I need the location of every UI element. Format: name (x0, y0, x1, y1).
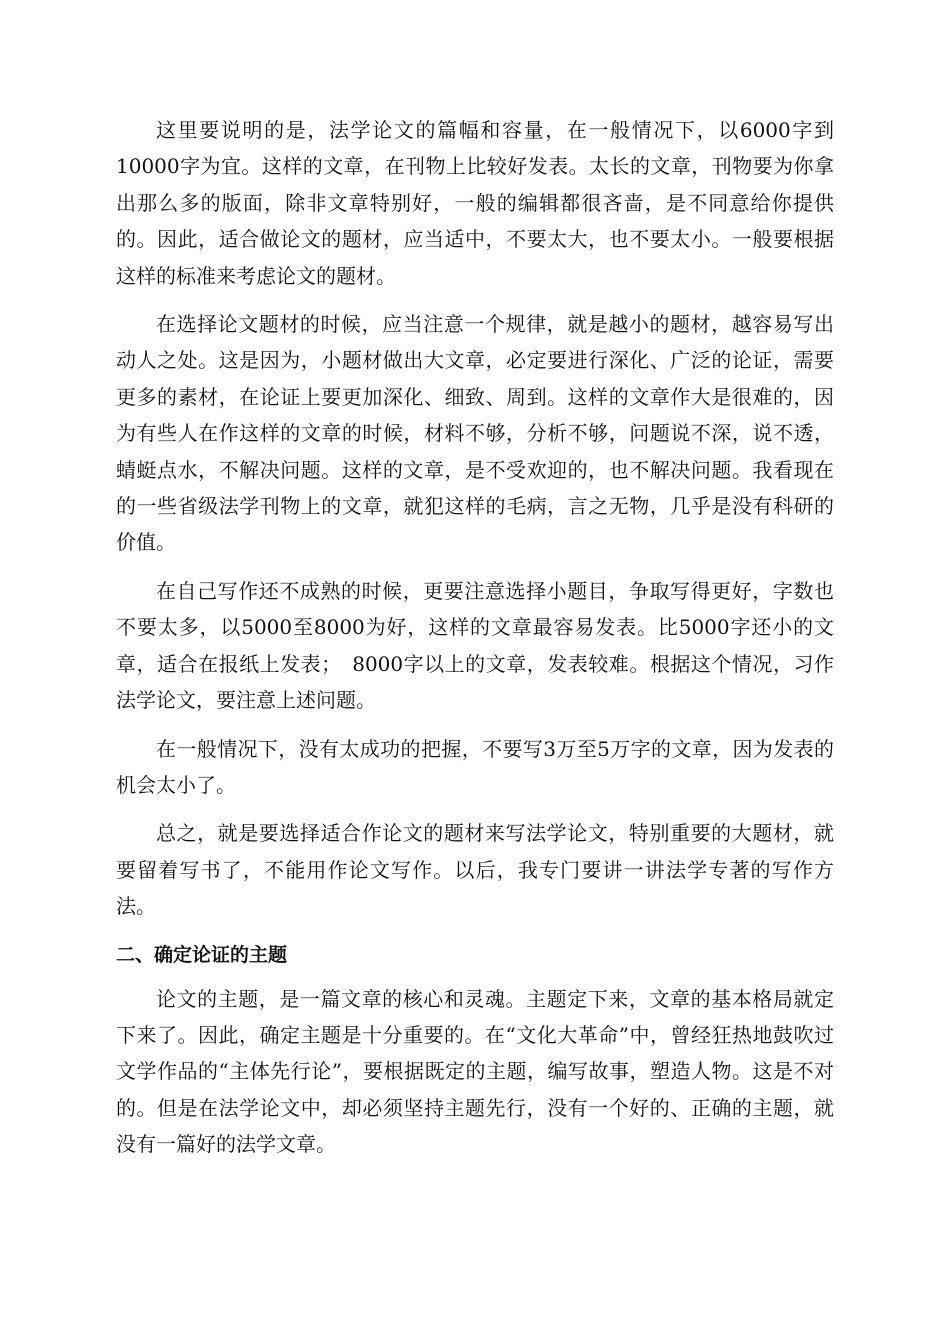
paragraph-length-guidance: 这里要说明的是，法学论文的篇幅和容量，在一般情况下，以6000字到10000字为宜。这样的文章，在刊物上比较好发表。太长的文章，刊物要为你拿出那么多的版面，除非文章特别好，一般的编辑都很吝啬，是不同意给你提供的。因此，适合做论文的题材，应当适中，不要太大，也不要太小。一般要根据这样的标准来考虑论文的题材。 (116, 118, 834, 288)
paragraph-long-article-warning: 在一般情况下，没有太成功的把握，不要写3万至5万字的文章，因为发表的机会太小了。 (116, 736, 834, 797)
paragraph-summary: 总之，就是要选择适合作论文的题材来写法学论文，特别重要的大题材，就要留着写书了，不能用作论文写作。以后，我专门要讲一讲法学专著的写作方法。 (116, 821, 834, 919)
paragraph-beginner-advice: 在自己写作还不成熟的时候，更要注意选择小题目，争取写得更好，字数也不要太多，以5000至8000为好，这样的文章最容易发表。比5000字还小的文章，适合在报纸上发表； 8000字以上的文章，发表较难。根据这个情况，习作法学论文，要注意上述问题。 (116, 578, 834, 713)
document-page (116, 112, 834, 1175)
paragraph-theme-importance: 论文的主题，是一篇文章的核心和灵魂。主题定下来，文章的基本格局就定下来了。因此，确定主题是十分重要的。在“文化大革命”中，曾经狂热地鼓吹过文学作品的“主体先行论”，要根据既定的主题，编写故事，塑造人物。这是不对的。但是在法学论文中，却必须坚持主题先行，没有一个好的、正确的主题，就没有一篇好的法学文章。 (116, 986, 834, 1157)
paragraph-small-topic-rule: 在选择论文题材的时候，应当注意一个规律，就是越小的题材，越容易写出动人之处。这是因为，小题材做出大文章，必定要进行深化、广泛的论证，需要更多的素材，在论证上要更加深化、细致、周到。这样的文章作大是很难的，因为有些人在作这样的文章的时候，材料不够，分析不够，问题说不深，说不透，蜻蜓点水，不解决问题。这样的文章，是不受欢迎的，也不解决问题。我看现在的一些省级法学刊物上的文章，就犯这样的毛病，言之无物，几乎是没有科研的价值。 (116, 312, 834, 555)
section-heading: 二、确定论证的主题 (116, 943, 288, 966)
